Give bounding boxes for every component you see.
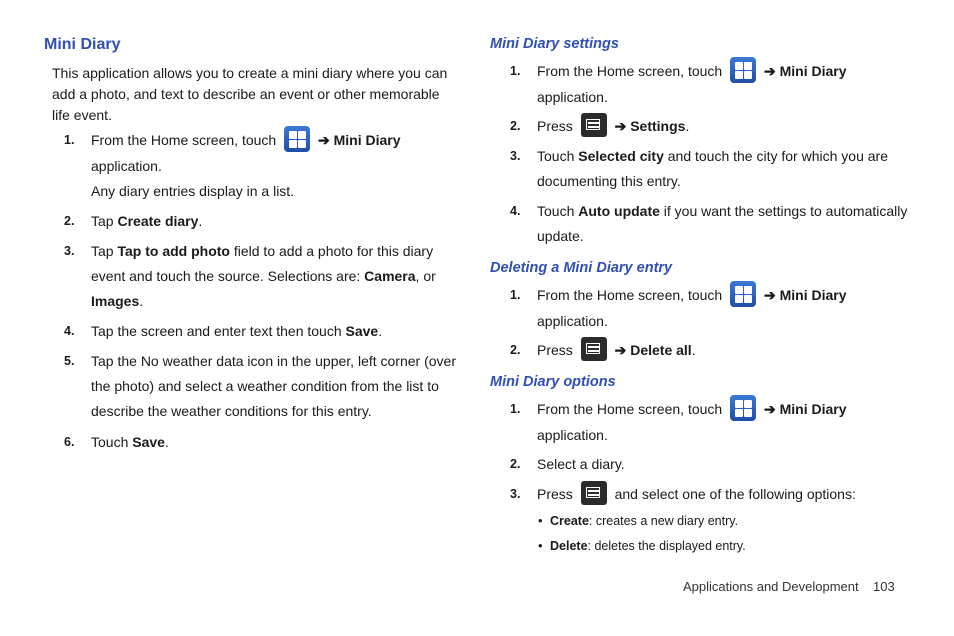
settings-step-4: 4. Touch Auto update if you want the settings to automatically update. <box>510 203 908 244</box>
apps-grid-icon <box>730 57 756 83</box>
apps-grid-icon <box>284 126 310 152</box>
menu-key-icon <box>581 481 607 505</box>
step-4: 4. Tap the screen and enter text then touch Save. <box>64 323 383 339</box>
subsection-title-settings: Mini Diary settings <box>490 36 619 52</box>
deleting-step-2: 2. Press ➔ Delete all. <box>490 338 910 363</box>
deleting-step-1: 1. From the Home screen, touch ➔ Mini Diary application. <box>490 283 910 333</box>
step-6: 6. Touch Save. <box>64 434 169 450</box>
options-step-3: 3. Press and select one of the following options: <box>490 482 910 507</box>
step-3: 3. Tap Tap to add photo field to add a photo for this diary event and touch the source. Selections are: Camera, or Images. <box>64 243 436 309</box>
step-5: 5. Tap the No weather data icon in the upper, left corner (over the photo) and select a weather condition from the list to describe the weather conditions for this entry. <box>64 353 456 419</box>
options-step-1: 1. From the Home screen, touch ➔ Mini Diary application. <box>490 397 910 447</box>
options-step-2: 2. Select a diary. <box>510 456 625 472</box>
subsection-title-options: Mini Diary options <box>490 374 616 390</box>
settings-step-2: 2. Press ➔ Settings. <box>490 114 910 139</box>
bullet-create: • Create: creates a new diary entry. <box>538 513 739 528</box>
apps-grid-icon <box>730 281 756 307</box>
apps-grid-icon <box>730 395 756 421</box>
footer-section-name: Applications and Development <box>683 579 859 594</box>
page-number: 103 <box>873 579 895 594</box>
step-1: 1. From the Home screen, touch ➔ Mini Diary application. Any diary entries display in a list. <box>44 128 454 203</box>
menu-key-icon <box>581 337 607 361</box>
bullet-delete: • Delete: deletes the displayed entry. <box>538 538 746 553</box>
settings-step-1: 1. From the Home screen, touch ➔ Mini Diary application. <box>490 59 910 109</box>
step-2: 2. Tap Create diary. <box>64 213 203 229</box>
intro-paragraph: This application allows you to create a mini diary where you can add a photo, and text to describe an event or other memorable life event. <box>52 65 448 123</box>
section-title-mini-diary: Mini Diary <box>44 36 121 53</box>
subsection-title-deleting: Deleting a Mini Diary entry <box>490 260 673 276</box>
settings-step-3: 3. Touch Selected city and touch the city for which you are documenting this entry. <box>510 148 888 189</box>
menu-key-icon <box>581 113 607 137</box>
